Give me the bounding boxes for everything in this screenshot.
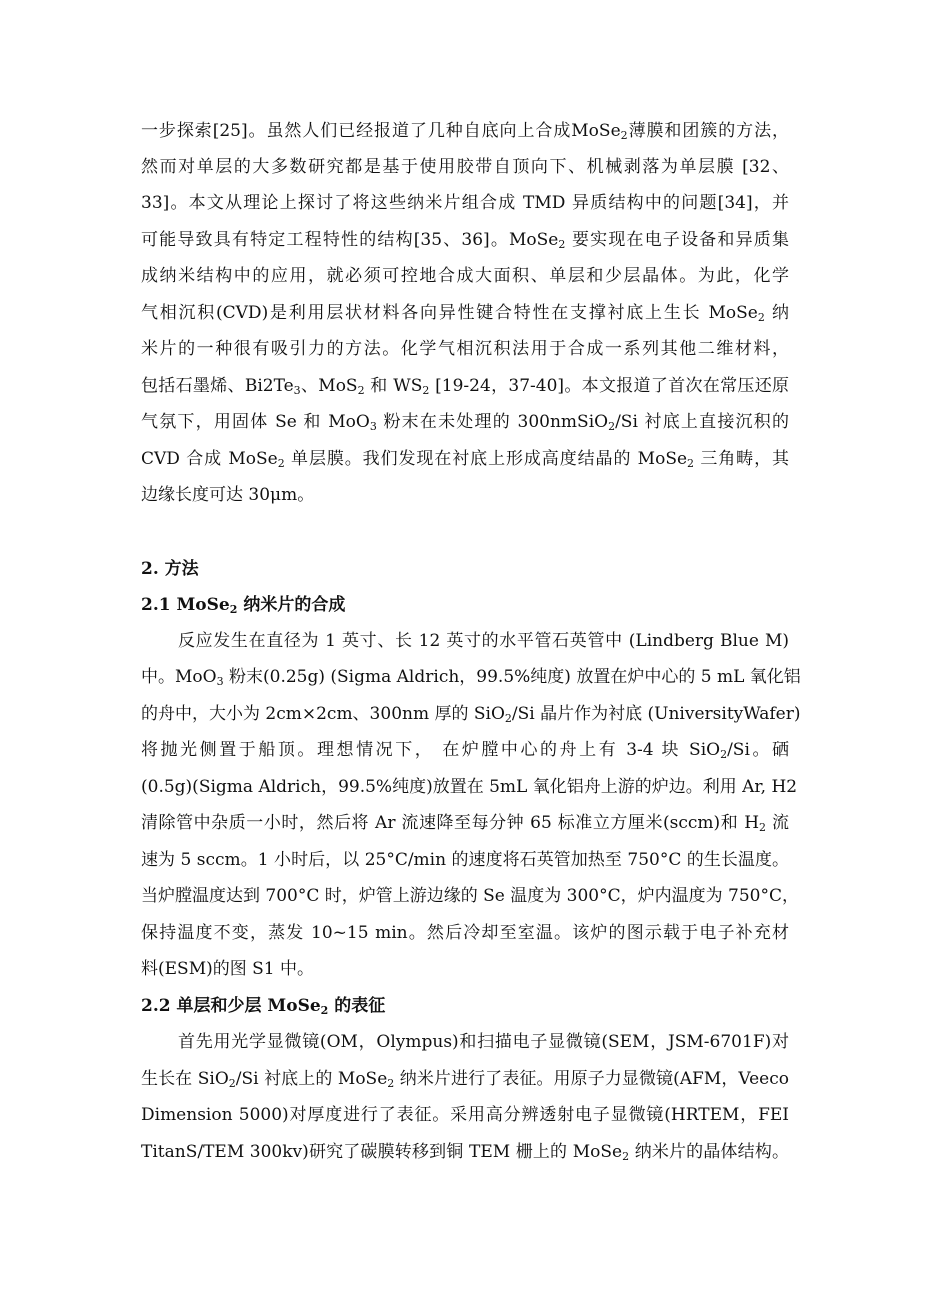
section-heading: 2. 方法	[141, 559, 199, 579]
paragraph-line: 气氛下，用固体 Se 和 MoO$_3$ 粉末在未处理的 300nmSiO$_2$/Si 衬底上直接沉积的	[141, 412, 789, 433]
paragraph-line: 一步探索[25]。虽然人们已经报道了几种自底向上合成MoSe$_2$薄膜和团簇的方法，	[141, 121, 790, 142]
paragraph-line: 将抛光侧置于船顶。理想情况下， 在炉膛中心的舟上有 3-4 块 SiO$_2$/Si。硒	[141, 740, 789, 761]
paragraph-line: 生长在 SiO$_2$/Si 衬底上的 MoSe$_2$ 纳米片进行了表征。用原子力显微镜(AFM，Veeco	[141, 1069, 790, 1090]
paragraph-line: (0.5g)(Sigma Aldrich，99.5%纯度)放置在 5mL 氧化铝舟上游的炉边。利用 Ar, H2	[141, 777, 798, 797]
paragraph-line: 成纳米结构中的应用，就必须可控地合成大面积、单层和少层晶体。为此，化学	[141, 266, 789, 286]
paragraph-line: 中。MoO$_3$ 粉末(0.25g) (Sigma Aldrich，99.5%纯度) 放置在炉中心的 5 mL 氧化铝	[141, 667, 801, 688]
paragraph-line: 清除管中杂质一小时，然后将 Ar 流速降至每分钟 65 标准立方厘米(sccm)和 $H_2$ 流	[141, 813, 789, 834]
paragraph-line: TitanS/TEM 300kv)研究了碳膜转移到铜 TEM 栅上的 MoSe$_2$ 纳米片的晶体结构。	[141, 1142, 790, 1163]
paragraph-line: 气相沉积(CVD)是利用层状材料各向异性键合特性在支撑衬底上生长 MoSe$_2$ 纳	[141, 303, 790, 324]
paragraph-line: 保持温度不变，蒸发 10~15 min。然后冷却至室温。该炉的图示载于电子补充材	[141, 923, 789, 943]
subsection-heading: 2.2 单层和少层 MoSe$_2$ 的表征	[141, 996, 386, 1017]
paragraph-line: 料(ESM)的图 S1 中。	[141, 959, 314, 979]
paragraph-line: 速为 5 sccm。1 小时后，以 25°C/min 的速度将石英管加热至 750°C 的生长温度。	[141, 850, 789, 870]
paragraph-line: CVD 合成 MoSe$_2$ 单层膜。我们发现在衬底上形成高度结晶的 MoSe$_2$ 三角畴，其	[141, 449, 789, 470]
paragraph-line: 可能导致具有特定工程特性的结构[35、36]。MoSe$_2$ 要实现在电子设备和异质集	[141, 230, 789, 251]
paragraph-line: 然而对单层的大多数研究都是基于使用胶带自顶向下、机械剥落为单层膜 [32、	[141, 157, 789, 177]
paragraph-line: 的舟中，大小为 2cm×2cm、300nm 厚的 SiO$_2$/Si 晶片作为衬底 (UniversityWafer)	[141, 704, 801, 725]
paragraph-line: 33]。本文从理论上探讨了将这些纳米片组合成 TMD 异质结构中的问题[34]，并	[141, 193, 789, 213]
subsection-heading: 2.1 MoSe$_2$ 纳米片的合成	[141, 595, 346, 616]
paragraph-line: 当炉膛温度达到 700°C 时，炉管上游边缘的 Se 温度为 300°C，炉内温度为 750°C，	[141, 886, 799, 906]
paragraph-line: 米片的一种很有吸引力的方法。化学气相沉积法用于合成一系列其他二维材料，	[141, 339, 789, 359]
paragraph-line: 首先用光学显微镜(OM，Olympus)和扫描电子显微镜(SEM，JSM-6701F)对	[178, 1032, 789, 1052]
paragraph-line: 边缘长度可达 30μm。	[141, 485, 315, 505]
paragraph-line: 包括石墨烯、$Bi2Te_3$、MoS$_2$ 和 $WS_2$ [19-24，37-40]。本文报道了首次在常压还原	[141, 376, 789, 397]
paragraph-line: Dimension 5000)对厚度进行了表征。采用高分辨透射电子显微镜(HRTEM，FEI	[141, 1105, 789, 1125]
paragraph-line: 反应发生在直径为 1 英寸、长 12 英寸的水平管石英管中 (Lindberg Blue M)	[178, 631, 789, 651]
